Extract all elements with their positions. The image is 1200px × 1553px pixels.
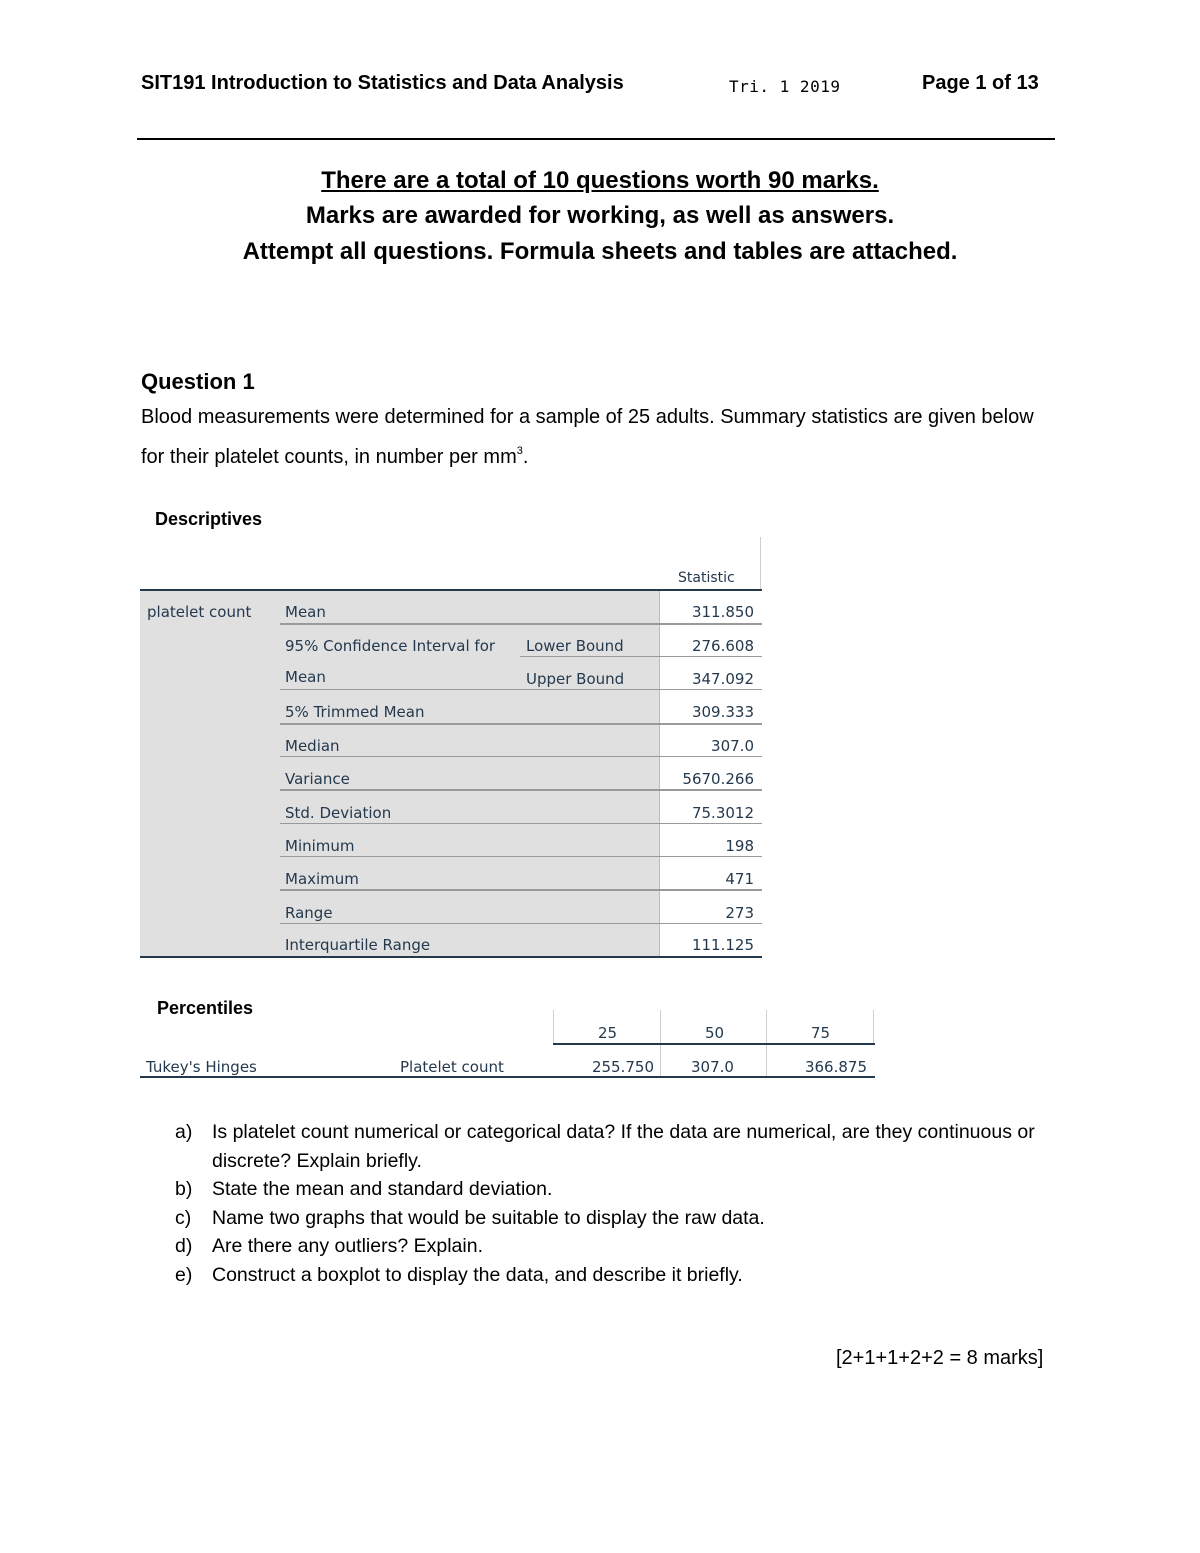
perc-header-25: 25 — [598, 1024, 618, 1042]
question-parts — [141, 1118, 1041, 1289]
desc-value-iqr: 111.125 — [691, 936, 754, 954]
perc-row-label: Tukey's Hinges — [146, 1058, 257, 1076]
descriptives-variable-label: platelet count — [147, 603, 252, 621]
perc-value-25: 255.750 — [591, 1058, 654, 1076]
course-title: SIT191 Introduction to Statistics and Data Analysis — [141, 72, 624, 94]
page-number: Page 1 of 13 — [922, 72, 1039, 94]
question-text-main: Blood measurements were determined for a sample of 25 adults. Summary statistics are given below for their platelet counts, in number per mm — [141, 406, 1034, 468]
perc-header-rule — [553, 1043, 875, 1045]
desc-label-lower-bound: Lower Bound — [526, 637, 624, 655]
desc-label-mean: Mean — [285, 603, 326, 621]
question-part-d — [141, 1232, 1041, 1261]
part-b-label: b) — [175, 1178, 193, 1200]
perc-row-variable: Platelet count — [400, 1058, 504, 1076]
question-part-b — [141, 1175, 1041, 1204]
desc-rule-6 — [280, 789, 762, 791]
perc-col-divider-4 — [873, 1010, 874, 1044]
question-part-e — [141, 1261, 1041, 1290]
desc-bottom-rule — [140, 956, 762, 958]
question-text-end: . — [522, 446, 529, 468]
question-part-a — [141, 1118, 1041, 1175]
perc-header-75: 75 — [811, 1024, 831, 1042]
desc-rule-9 — [280, 889, 762, 891]
intro-marks-working: Marks are awarded for working, as well as answers. — [305, 202, 895, 229]
desc-label-variance: Variance — [285, 770, 350, 788]
desc-rule-5 — [280, 756, 762, 757]
perc-header-50: 50 — [705, 1024, 725, 1042]
desc-rule-10 — [280, 923, 762, 924]
intro-attempt-all: Attempt all questions. Formula sheets and tables are attached. — [242, 238, 958, 265]
desc-rule-7 — [280, 823, 762, 824]
perc-bottom-rule — [140, 1076, 875, 1078]
descriptives-right-border — [760, 537, 761, 590]
desc-rule-8 — [280, 856, 762, 857]
perc-value-75: 366.875 — [804, 1058, 867, 1076]
desc-label-iqr: Interquartile Range — [285, 936, 431, 954]
desc-label-std-deviation: Std. Deviation — [285, 804, 392, 822]
desc-label-upper-bound: Upper Bound — [526, 670, 625, 688]
desc-rule-4 — [280, 723, 762, 725]
part-a-text: Is platelet count numerical or categorical data? If the data are numerical, are they continuous or discrete? Explain briefly. — [212, 1121, 1035, 1172]
desc-value-upper-bound: 347.092 — [691, 670, 754, 688]
desc-value-trimmed-mean: 309.333 — [691, 703, 754, 721]
descriptives-col-divider — [659, 590, 660, 957]
percentiles-title: Percentiles — [157, 998, 254, 1018]
perc-col-divider-1 — [553, 1010, 554, 1044]
part-d-text: Are there any outliers? Explain. — [212, 1235, 483, 1257]
desc-rule-2a — [520, 656, 762, 657]
desc-label-minimum: Minimum — [285, 837, 355, 855]
desc-label-ci-2: Mean — [285, 668, 326, 686]
perc-value-50: 307.0 — [691, 1058, 734, 1076]
desc-rule-1 — [280, 623, 762, 625]
desc-label-range: Range — [285, 904, 333, 922]
trimester-label: Tri. 1 2019 — [729, 77, 841, 96]
desc-value-mean: 311.850 — [691, 603, 754, 621]
desc-value-median: 307.0 — [711, 737, 754, 755]
descriptives-header-statistic: Statistic — [678, 570, 735, 586]
part-c-text: Name two graphs that would be suitable to display the raw data. — [212, 1206, 765, 1229]
desc-label-maximum: Maximum — [285, 870, 359, 888]
header-rule — [137, 138, 1055, 140]
desc-label-ci-1: 95% Confidence Interval for — [285, 637, 496, 655]
desc-value-std-deviation: 75.3012 — [691, 804, 754, 822]
part-a-label: a) — [175, 1121, 193, 1143]
desc-value-range: 273 — [725, 904, 754, 922]
part-d-label: d) — [175, 1235, 193, 1257]
intro-total-questions: There are a total of 10 questions worth 90 marks. — [321, 167, 879, 194]
question-title: Question 1 — [141, 369, 255, 394]
question-text — [141, 400, 1061, 474]
desc-value-maximum: 471 — [725, 870, 754, 888]
desc-value-lower-bound: 276.608 — [691, 637, 754, 655]
desc-value-variance: 5670.266 — [682, 770, 754, 788]
question-part-c — [141, 1204, 1041, 1233]
desc-rule-3 — [280, 689, 762, 690]
descriptives-title: Descriptives — [155, 509, 263, 529]
descriptives-header-rule — [140, 589, 762, 591]
part-c-label: c) — [175, 1206, 192, 1229]
desc-label-trimmed-mean: 5% Trimmed Mean — [285, 703, 425, 721]
descriptives-table — [140, 537, 765, 962]
desc-label-median: Median — [285, 737, 340, 755]
question-text-superscript: 3 — [516, 445, 523, 457]
marks-total: [2+1+1+2+2 = 8 marks] — [836, 1347, 1044, 1369]
part-e-label: e) — [175, 1263, 193, 1286]
part-e-text: Construct a boxplot to display the data, and describe it briefly. — [212, 1263, 743, 1286]
part-b-text: State the mean and standard deviation. — [212, 1178, 553, 1200]
percentiles-table — [140, 1010, 880, 1080]
desc-value-minimum: 198 — [725, 837, 754, 855]
